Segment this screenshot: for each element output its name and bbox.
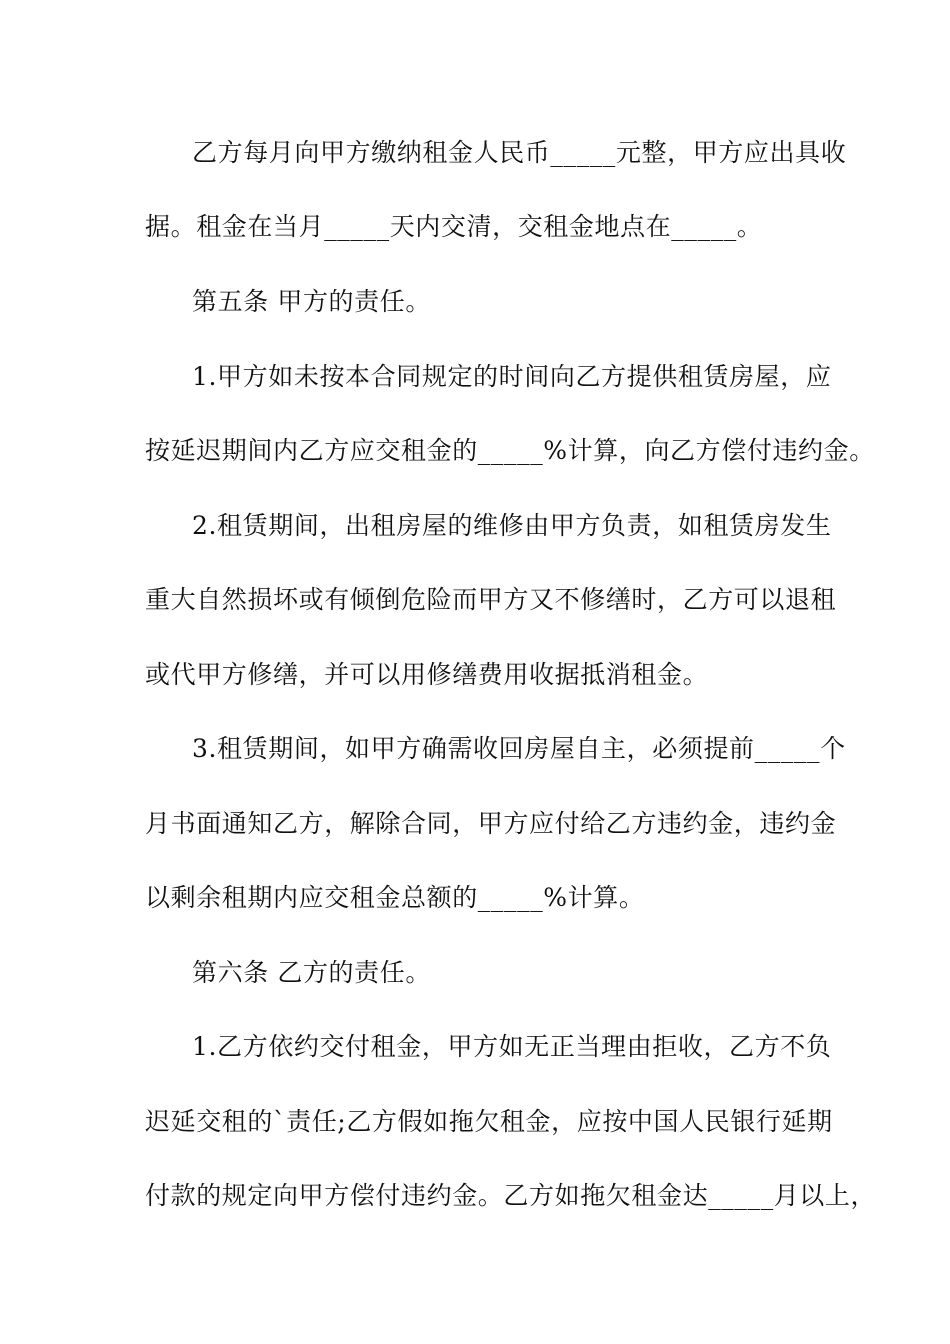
- paragraph-line: 或代甲方修缮，并可以用修缮费用收据抵消租金。: [145, 660, 709, 689]
- paragraph-line: 3.租赁期间，如甲方确需收回房屋自主，必须提前_____个: [192, 734, 846, 763]
- paragraph-line: 据。租金在当月_____天内交清，交租金地点在_____。: [145, 212, 763, 241]
- paragraph-line: 1.乙方依约交付租金，甲方如无正当理由拒收，乙方不负: [192, 1032, 832, 1061]
- paragraph-line: 月书面通知乙方，解除合同，甲方应付给乙方违约金，违约金: [145, 809, 837, 838]
- section-heading: 第六条 乙方的责任。: [192, 958, 431, 987]
- paragraph-line: 以剩余租期内应交租金总额的_____%计算。: [145, 883, 645, 912]
- paragraph-line: 1.甲方如未按本合同规定的时间向乙方提供租赁房屋，应: [192, 362, 832, 391]
- paragraph-line: 按延迟期间内乙方应交租金的_____%计算，向乙方偿付违约金。: [145, 436, 875, 465]
- paragraph-line: 付款的规定向甲方偿付违约金。乙方如拖欠租金达_____月以上，: [145, 1181, 877, 1210]
- paragraph-line: 重大自然损坏或有倾倒危险而甲方又不修缮时，乙方可以退租: [145, 585, 837, 614]
- section-heading: 第五条 甲方的责任。: [192, 287, 431, 316]
- paragraph-line: 乙方每月向甲方缴纳租金人民币_____元整，甲方应出具收: [192, 138, 847, 167]
- paragraph-line: 2.租赁期间，出租房屋的维修由甲方负责，如租赁房发生: [192, 511, 832, 540]
- paragraph-line: 迟延交租的`责任;乙方假如拖欠租金，应按中国人民银行延期: [145, 1107, 833, 1136]
